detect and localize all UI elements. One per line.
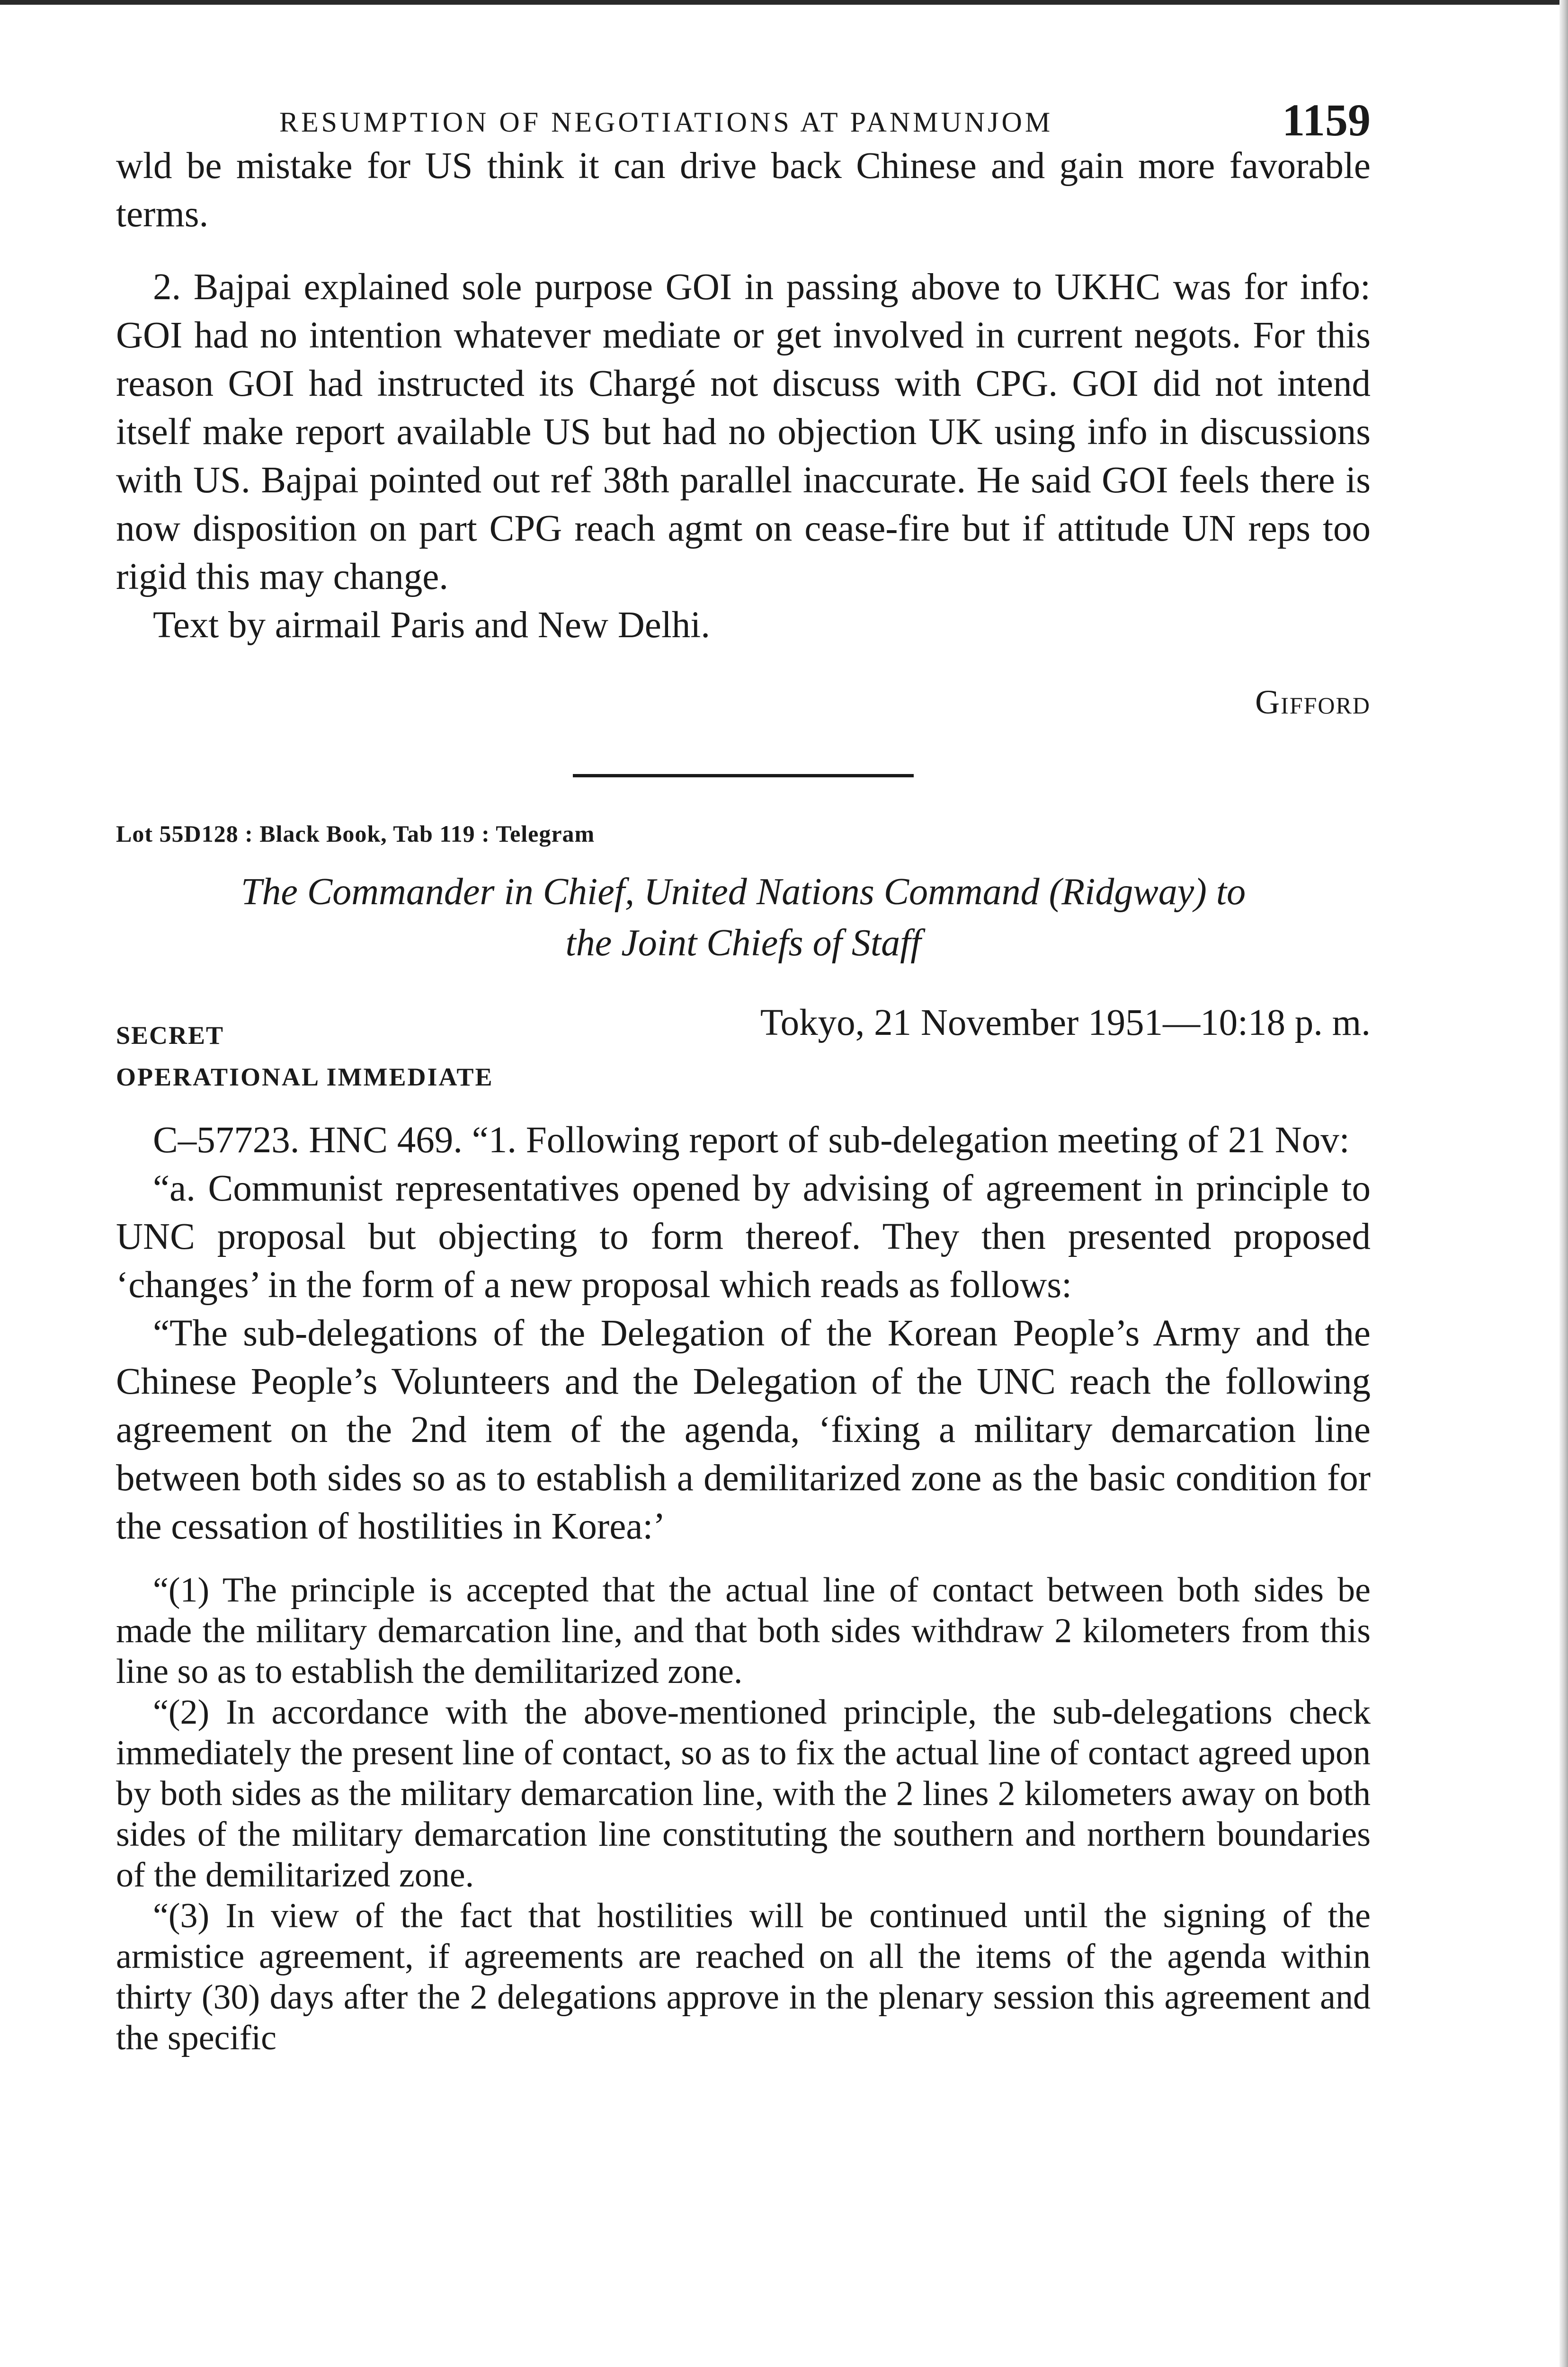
telegram-paragraph: “The sub-delegations of the Delegation of the Korean People’s Army and the Chinese People’s Volunteers and the Delegation of the UNC reach the following agreement on the 2nd item of the agenda, ‘fixing a military demarcation line between both sides so as to establish a demilitarized zone as the basic condition for the cessation of hostilities in Korea:’ bbox=[116, 1313, 1371, 1547]
document-title-line-1: The Commander in Chief, United Nations Command (Ridgway) to bbox=[241, 871, 1246, 913]
section-divider bbox=[573, 774, 914, 777]
header-meta-row bbox=[116, 1002, 1371, 1054]
quoted-point: “(3) In view of the fact that hostilities will be continued until the signing of the armistice agreement, if agreements are reached on all the items of the agenda within thirty (30) days after the 2 delegations approve in the plenary session this agreement and the specific bbox=[116, 1896, 1371, 2057]
document-title bbox=[116, 866, 1371, 969]
page-number: 1159 bbox=[1282, 95, 1371, 145]
body-paragraph-2: 2. Bajpai explained sole purpose GOI in passing above to UKHC was for info: GOI had no intention whatever mediate or get involved in current negots. For this reason GOI had instructed its Chargé not discuss with CPG. GOI did not intend itself make report available US but had no objection UK using info in discussions with US. Bajpai pointed out ref 38th parallel inaccurate. He said GOI feels there is now disposition on part CPG reach agmt on cease-fire but if attitude UN reps too rigid this may change. bbox=[116, 267, 1371, 597]
signature: Gifford bbox=[1255, 683, 1371, 721]
quoted-point: “(1) The principle is accepted that the actual line of contact between both sides be made the military demarcation line, and that both sides withdraw 2 kilometers from this line so as to establish the demilitarized zone. bbox=[116, 1571, 1371, 1691]
precedence-label: OPERATIONAL IMMEDIATE bbox=[116, 1063, 494, 1091]
running-head-title: RESUMPTION OF NEGOTIATIONS AT PANMUNJOM bbox=[279, 107, 1053, 138]
scan-right-edge bbox=[1559, 0, 1568, 2367]
telegram-paragraph: C–57723. HNC 469. “1. Following report of sub-delegation meeting of 21 Nov: bbox=[153, 1120, 1350, 1161]
dateline: Tokyo, 21 November 1951—10:18 p. m. bbox=[760, 1002, 1371, 1043]
continuation-paragraph: wld be mistake for US think it can drive back Chinese and gain more favorable terms. bbox=[116, 145, 1371, 235]
source-note: Lot 55D128 : Black Book, Tab 119 : Telegram bbox=[116, 820, 595, 847]
document-title-line-2: the Joint Chiefs of Staff bbox=[565, 922, 921, 964]
telegram-paragraph: “a. Communist representatives opened by advising of agreement in principle to UNC proposal but objecting to form thereof. They then presented proposed ‘changes’ in the form of a new proposal which reads as follows: bbox=[116, 1168, 1371, 1306]
running-head bbox=[116, 90, 1371, 145]
quoted-point: “(2) In accordance with the above-mentioned principle, the sub-delegations check immediately the present line of contact, so as to fix the actual line of contact agreed upon by both sides as the military demarcation line, with the 2 lines 2 kilometers away on both sides of the military demarcation line constituting the southern and northern boundaries of the demilitarized zone. bbox=[116, 1693, 1371, 1895]
document-page bbox=[116, 90, 1371, 2058]
classification-label: SECRET bbox=[116, 1021, 224, 1050]
scan-top-edge bbox=[0, 0, 1568, 5]
closing-line: Text by airmail Paris and New Delhi. bbox=[153, 605, 710, 646]
